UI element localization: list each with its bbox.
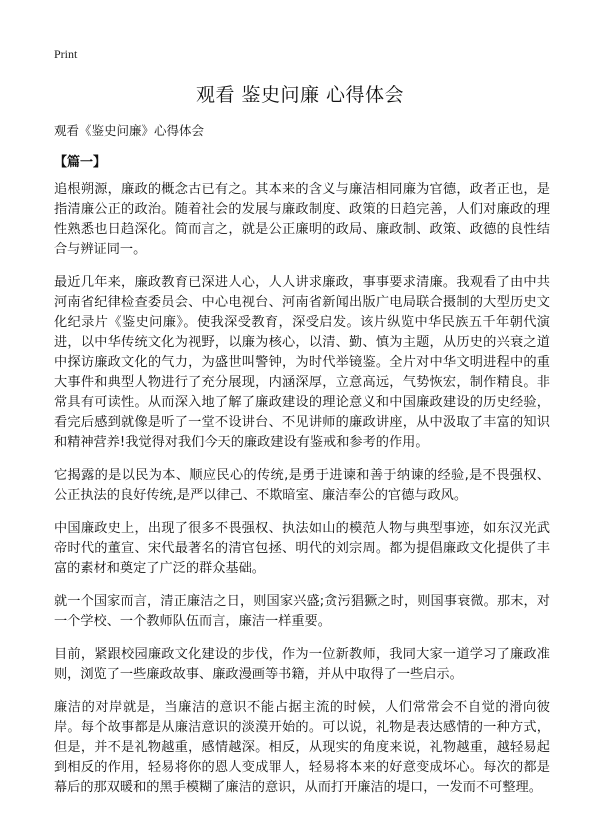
paragraph: 廉洁的对岸就是，当廉洁的意识不能占据主流的时候，人们常常会不自觉的滑向彼岸。每个故事都是从廉洁意识的淡漠开始的。可以说，礼物是表达感情的一种方式，但是，并不是礼物越重，感情越深。相反，从现实的角度来说，礼物越重，越轻易起到相反的作用，轻易将你的恩人变成罪人，轻易将本来的好意变成坏心。每次的都是幕后的那双暖和的黑手模糊了廉洁的意识，从而打开廉洁的堤口，一发而不可整理。 (54, 700, 550, 795)
article-body (54, 180, 550, 811)
document-subtitle: 观看《鉴史问廉》心得体会 (54, 123, 205, 138)
paragraph: 最近几年来，廉政教育已深进人心，人人讲求廉政，事事要求清廉。我观看了由中共河南省纪律检查委员会、中心电视台、河南省新闻出版广电局联合摄制的大型历史文化纪录片《鉴史问廉》。使我深受教育，深受启发。该片纵览中华民族五千年朝代演进，以中华传统文化为视野，以廉为核心，以清、勤、慎为主题，从历史的兴衰之道中探访廉政文化的气力，为盛世叫警钟，为时代举镜鉴。全片对中华文明进程中的重大事件和典型人物进行了充分展现，内涵深厚，立意高远，气势恢宏，制作精良。非常具有可读性。从而深入地了解了廉政建设的理论意义和中国廉政建设的历史经验，看完后感到就像是听了一堂不设讲台、不见讲师的廉政讲座，从中汲取了丰富的知识和精神营养!我觉得对我们今天的廉政建设有鉴戒和参考的作用。 (54, 275, 550, 450)
paragraph: 中国廉政史上，出现了很多不畏强权、执法如山的模范人物与典型事迹，如东汉光武帝时代的董宣、宋代最著名的清官包拯、明代的刘宗周。都为提倡廉政文化提供了丰富的素材和奠定了广泛的群众基础。 (54, 521, 550, 576)
print-link[interactable]: Print (54, 47, 78, 61)
section-heading: 【篇一】 (54, 155, 107, 170)
paragraph: 目前，紧跟校园廉政文化建设的步伐，作为一位新教师，我同大家一道学习了廉政准则，浏览了一些廉政故事、廉政漫画等书籍，并从中取得了一些启示。 (54, 647, 550, 682)
paragraph: 就一个国家而言，清正廉洁之日，则国家兴盛;贪污猖獗之时，则国事衰微。那末，对一个学校、一个教师队伍而言，廉洁一样重要。 (54, 594, 550, 629)
paragraph: 它揭露的是以民为本、顺应民心的传统,是勇于进谏和善于纳谏的经验,是不畏强权、公正执法的良好传统,是严以律己、不欺暗室、廉洁奉公的官德与政风。 (54, 468, 550, 503)
page-title: 观看 鉴史问廉 心得体会 (195, 84, 405, 106)
paragraph: 追根朔源，廉政的概念古已有之。其本来的含义与廉洁相同廉为官德，政者正也，是指清廉公正的政治。随着社会的发展与廉政制度、政策的日趋完善，人们对廉政的理性熟悉也日趋深化。简而言之，就是公正廉明的政局、廉政制、政策、政德的良性结合与辨证同一。 (54, 182, 550, 257)
